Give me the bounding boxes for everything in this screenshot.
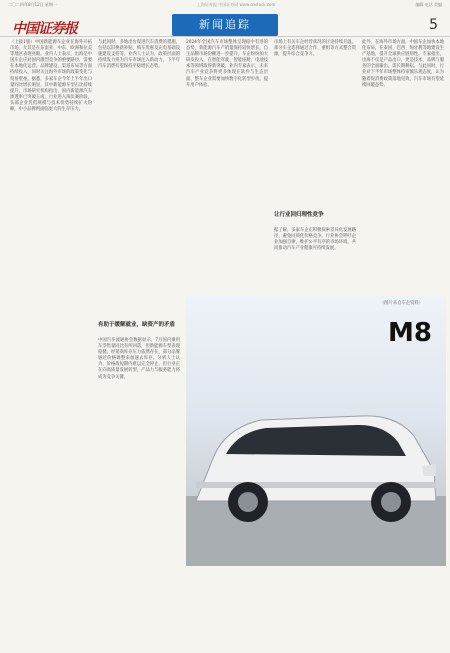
editor-info: 编辑 电话 美编 (415, 1, 442, 7)
article-column-5 (362, 40, 444, 310)
newspaper-logo: 中国证券报 (12, 21, 77, 37)
column-text: （上接1版）中国新能源车企业在海外开拓市场，尤其是在东南亚、中东、欧洲和拉美等地区表现亮眼。业内人士表示，出海是中国车企应对国内激烈竞争的重要路径，需要在本地化运营、品牌建设、渠道布局等方面持续投入，同时关注海外市场的政策变化与贸易壁垒。据悉，多家车企今年上半年出口量同比增长明显，其中新能源车型占比持续提升。市场研究机构指出，国内新能源汽车渗透率已突破五成，行业进入淘汰赛阶段，头部企业凭借规模与技术优势持续扩大份额，中小品牌则面临更大的生存压力。 (10, 40, 92, 113)
subheading-1: 有助于缓解就业，缺资产的矛盾 (98, 322, 176, 328)
article-column-3 (186, 40, 268, 310)
photo-caption: （图片来自车企资料） (380, 301, 423, 306)
article-column-4b (274, 228, 356, 288)
column-text: 市场上有关车企经营状况的讨论持续升温。部分车企选择通过合作、重组等方式整合资源，提升综合竞争力。 (274, 40, 356, 58)
article-column-1 (10, 40, 92, 650)
car-photo (186, 296, 446, 566)
section-title: 新闻追踪 (172, 14, 278, 36)
model-badge: M8 (388, 318, 432, 348)
subheading-2: 让行业回归理性竞争 (274, 212, 324, 218)
column-text: 2024年全国汽车市场整体呈现稳中有进的态势，新能源汽车产销量保持较快增长，自主品牌市场份额进一步提升。车企纷纷加大研发投入，在智能驾驶、智能座舱、电池技术等领域取得新突破。业内专家表示，未来汽车产业竞争将更多体现在软件与生态层面，整车企业需要加快数字化转型步伐，提升用户体验。 (186, 40, 268, 88)
publication-info: 上海证券报 中国证券网 www.cnstock.com (196, 1, 276, 7)
article-column-2b (98, 338, 180, 648)
column-text: 与此同时，多地出台促进汽车消费的措施，包括以旧换新补贴、购车优惠及充电基础设施建设支持等。业内人士认为，政策层面的持续发力将为汽车市场注入新动力，下半年汽车消费有望保持平稳增长态势。 (98, 40, 180, 70)
column-text: 此外，在海外市场方面，中国车企加快本地化布局，在泰国、巴西、匈牙利等地建设生产基地，提升全球供应链韧性。专家指出，出海不仅是产品出口，更是技术、品牌与服务的全面输出，需长期耕耘。与此同时，行业对下半年市场整体持审慎乐观态度，认为随着促消费政策落地见效，汽车市场有望延续回暖态势。 (362, 40, 444, 88)
top-info-bar (0, 0, 450, 9)
page-header (0, 10, 450, 37)
issue-date: 二〇二四年8月12日 星期一 (8, 1, 57, 7)
column-text: 据了解，多家车企正积极探索差异化发展路径，避免同质化价格竞争。行业协会呼吁企业加强自律，维护公平有序的市场环境，共同推动汽车产业健康可持续发展。 (274, 228, 356, 252)
page-number: 5 (429, 17, 438, 33)
column-text: 中国汽车流通协会数据显示，7月国内乘用车零售量同比有所回落，但新能源车型表现稳健。经销商库存压力依然存在，部分品牌通过价格调整来加速去库存。分析人士认为，价格战短期内难以完全停止，但行业正在向高质量发展转型，产品力与服务能力将成为竞争关键。 (98, 338, 180, 380)
